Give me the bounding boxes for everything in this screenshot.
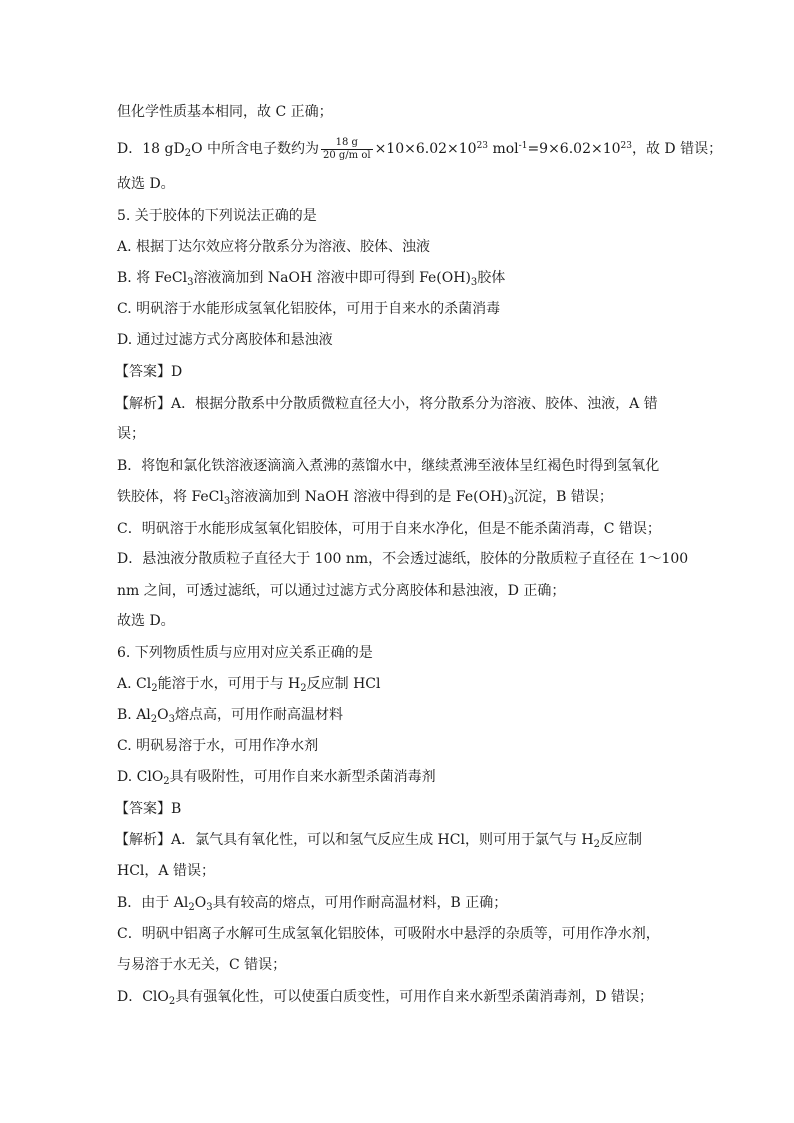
question-6-option-d — [117, 767, 677, 792]
text-segment: 胶体 — [477, 270, 506, 286]
text-segment: O — [157, 707, 169, 723]
text-segment: 能溶于水，可用于与 H — [157, 676, 301, 692]
question-5-option-c: C. 明矾溶于水能形成氢氧化铝胶体，可用于自来水的杀菌消毒 — [117, 301, 501, 317]
subscript: 3 — [187, 277, 194, 288]
text-line: 但化学性质基本相同，故 C 正确； — [117, 104, 333, 120]
subscript: 3 — [168, 714, 176, 725]
subscript: 2 — [163, 776, 170, 787]
question-5-answer: 【答案】D — [115, 364, 183, 380]
text-segment: D．ClO — [117, 989, 169, 1005]
question-6-explanation-line — [117, 893, 677, 918]
text-segment: ，故 D 错误； — [631, 141, 723, 157]
subscript: 2 — [300, 683, 307, 694]
fraction-denominator: 20 g/m ol — [323, 149, 371, 161]
text-segment: O — [194, 895, 207, 911]
question-6-explanation-line: C．明矾中铝离子水解可生成氢氧化铝胶体，可吸附水中悬浮的杂质等，可用作净水剂， — [117, 926, 660, 942]
question-6-option-c: C. 明矾易溶于水，可用作净水剂 — [117, 738, 319, 754]
subscript: 3 — [223, 496, 231, 507]
question-5-explanation-line: C．明矾溶于水能形成氢氧化铝胶体，可用于自来水净化，但是不能杀菌消毒，C 错误； — [117, 521, 661, 537]
subscript: 3 — [507, 496, 515, 507]
text-segment: 熔点高，可用作耐高温材料 — [175, 707, 344, 723]
subscript: 2 — [151, 683, 158, 694]
text-segment: 【解析】A．氯气具有氧化性，可以和氢气反应生成 HCl，则可用于氯气与 H — [115, 832, 594, 848]
text-segment: mol — [488, 141, 519, 157]
question-6-explanation-line — [115, 830, 675, 855]
text-segment: B. Al — [117, 707, 151, 723]
subscript: 3 — [470, 277, 478, 288]
text-segment: =9×6.02×10 — [527, 141, 621, 157]
question-6-answer: 【答案】B — [115, 801, 182, 817]
text-segment: 反应制 — [600, 832, 642, 848]
subscript: 3 — [206, 902, 213, 913]
subscript: 2 — [150, 714, 158, 725]
question-5-option-d: D. 通过过滤方式分离胶体和悬浊液 — [117, 332, 333, 348]
text-segment: 反应制 HCl — [306, 676, 381, 692]
superscript: -1 — [518, 141, 528, 151]
text-segment: O 中所含电子数约为 — [191, 141, 319, 157]
question-6-option-a — [117, 674, 677, 699]
text-line: 故选 D。 — [117, 176, 175, 192]
text-segment: ×10×6.02×10 — [374, 141, 477, 157]
question-5-option-a: A. 根据丁达尔效应将分散系分为溶液、胶体、浊液 — [117, 239, 431, 255]
superscript: 23 — [620, 141, 632, 151]
text-segment: 具有较高的熔点，可用作耐高温材料，B 正确； — [212, 895, 508, 911]
text-segment: B. 将 FeCl — [117, 270, 188, 286]
fraction-numerator: 18 g — [321, 137, 373, 150]
text-segment: 溶液滴加到 NaOH 溶液中即可得到 Fe(OH) — [193, 270, 471, 286]
question-6-stem: 6. 下列物质性质与应用对应关系正确的是 — [117, 645, 373, 661]
text-segment: 溶液滴加到 NaOH 溶液中得到的是 Fe(OH) — [230, 489, 508, 505]
subscript: 2 — [188, 902, 195, 913]
question-5-option-b — [117, 268, 677, 293]
question-5-conclusion: 故选 D。 — [117, 613, 175, 629]
text-segment: A. Cl — [117, 676, 152, 692]
fraction — [321, 137, 373, 162]
question-5-explanation-line: B．将饱和氯化铁溶液逐滴滴入煮沸的蒸馏水中，继续煮沸至液体呈红褐色时得到氢氧化 — [117, 458, 660, 474]
text-segment: 具有吸附性，可用作自来水新型杀菌消毒剂 — [169, 769, 436, 785]
subscript: 2 — [593, 839, 600, 850]
subscript: 2 — [184, 148, 192, 159]
question-6-explanation-line — [117, 987, 677, 1012]
subscript: 2 — [168, 996, 176, 1007]
superscript: 23 — [476, 141, 489, 151]
question-5-explanation-line — [117, 487, 677, 512]
question-6-option-b — [117, 705, 677, 730]
question-5-explanation-line: 【解析】A．根据分散系中分散质微粒直径大小，将分散系分为溶液、胶体、浊液，A 错 — [115, 396, 658, 412]
question-6-explanation-line: 与易溶于水无关，C 错误； — [117, 957, 287, 973]
question-5-explanation-line: 误； — [117, 426, 145, 442]
question-5-stem: 5. 关于胶体的下列说法正确的是 — [117, 208, 317, 224]
question-6-explanation-line: HCl，A 错误； — [117, 863, 215, 879]
text-segment: 沉淀，B 错误； — [514, 489, 613, 505]
text-segment: D. ClO — [117, 769, 164, 785]
question-5-explanation-line: nm 之间，可透过滤纸，可以通过过滤方式分离胶体和悬浊液，D 正确； — [117, 583, 566, 599]
text-segment: 具有强氧化性，可以使蛋白质变性，可用作自来水新型杀菌消毒剂，D 错误； — [175, 989, 653, 1005]
text-line-formula — [117, 136, 723, 164]
text-segment: B．由于 Al — [117, 895, 189, 911]
question-5-explanation-line: D．悬浊液分散质粒子直径大于 100 nm，不会透过滤纸，胶体的分散质粒子直径在 1～100 — [117, 551, 689, 567]
text-segment: D．18 gD — [117, 141, 185, 157]
text-segment: 铁胶体，将 FeCl — [117, 489, 224, 505]
